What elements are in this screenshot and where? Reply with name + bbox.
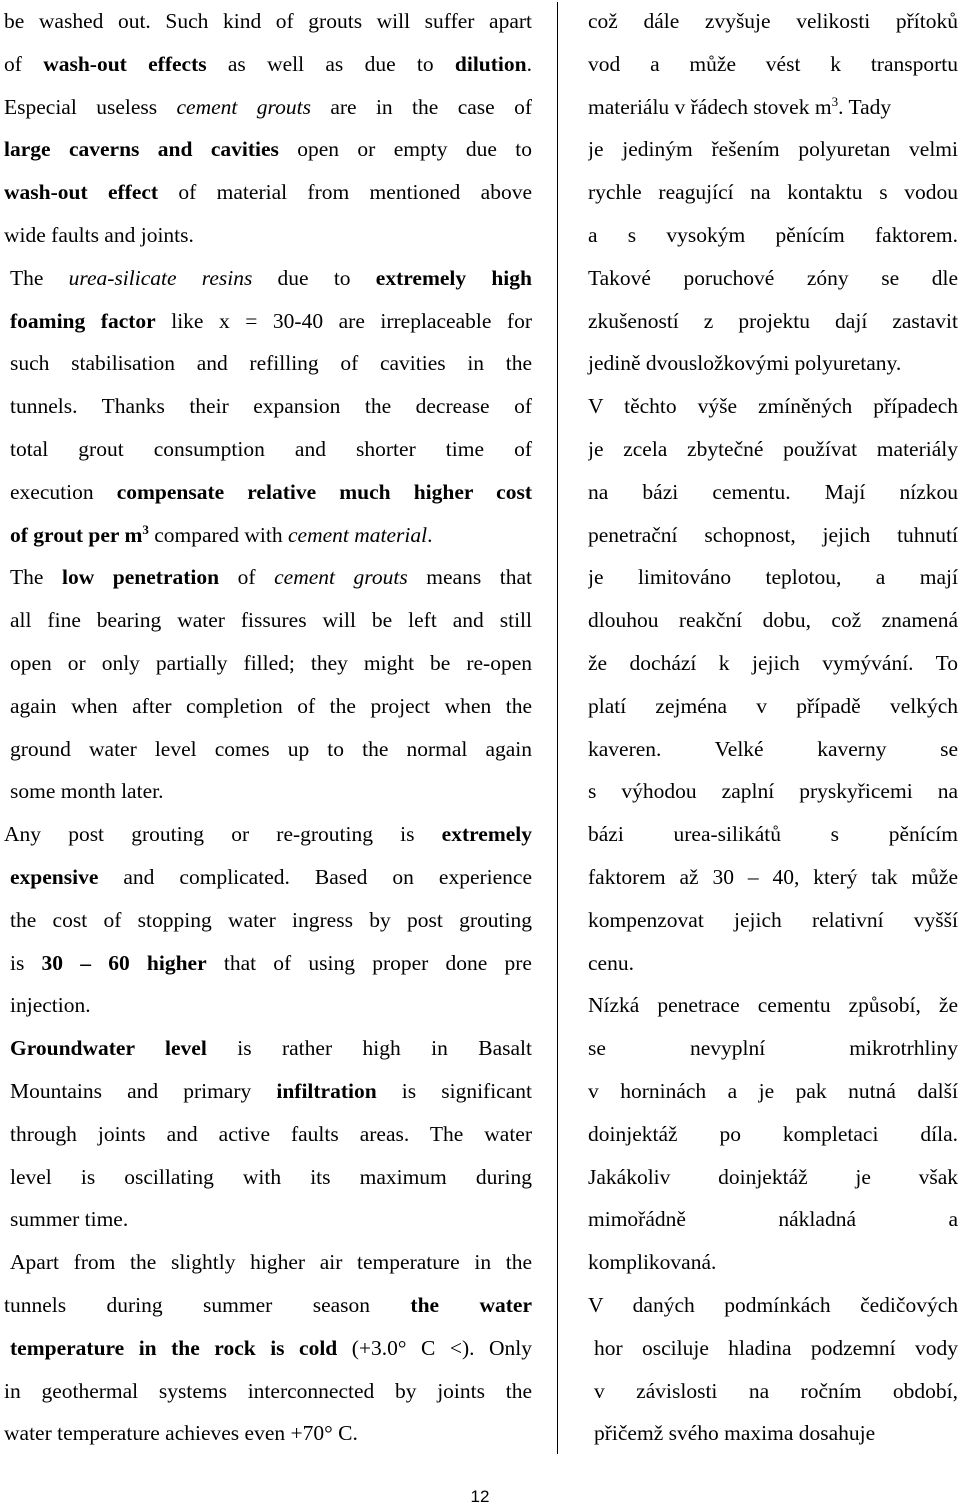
text-line	[4, 342, 532, 385]
text-segment: wash-out effect	[4, 180, 159, 205]
text-segment: 3	[831, 93, 839, 109]
text-segment: due to	[252, 265, 376, 290]
text-line	[588, 428, 958, 471]
text-segment: total grout consumption and shorter time of	[10, 436, 532, 461]
text-line	[4, 1027, 532, 1070]
text-segment: penetrační schopnost, jejich tuhnutí	[588, 522, 958, 547]
text-segment: kompenzovat jejich relativní vyšší	[588, 907, 958, 932]
text-line	[588, 599, 958, 642]
text-line	[588, 813, 958, 856]
text-segment: Nízká penetrace cementu způsobí, že	[588, 993, 958, 1018]
text-segment: (+3.0° C <). Only	[337, 1335, 532, 1360]
text-line	[4, 1370, 532, 1413]
text-segment: jedině dvousložkovými polyuretany.	[588, 351, 902, 376]
text-line	[588, 642, 958, 685]
text-segment: extremely high	[375, 265, 532, 290]
text-segment: hor osciluje hladina podzemní vody	[594, 1335, 958, 1360]
text-line	[4, 1070, 532, 1113]
text-segment: expensive	[10, 864, 99, 889]
right-column-czech	[588, 0, 958, 1455]
text-line	[4, 685, 532, 728]
text-segment: low penetration	[61, 565, 220, 590]
text-segment: means that	[407, 565, 532, 590]
text-segment: extremely	[441, 822, 532, 847]
text-segment: tunnels during summer season	[4, 1292, 411, 1317]
text-segment: execution	[10, 479, 117, 504]
text-segment: v horninách a je pak nutná další	[588, 1078, 958, 1103]
text-segment: doinjektáž po kompletaci díla.	[588, 1121, 958, 1146]
text-segment: a s vysokým pěnícím faktorem.	[588, 222, 958, 247]
text-segment: of	[219, 565, 275, 590]
text-segment: Any post grouting or re-grouting is	[4, 822, 442, 847]
text-segment: infiltration	[276, 1078, 377, 1103]
text-segment: .	[427, 522, 433, 547]
text-line	[588, 984, 958, 1027]
text-segment: dilution	[454, 51, 527, 76]
text-segment: je jediným řešením polyuretan velmi	[588, 137, 958, 162]
text-segment: of	[4, 51, 44, 76]
text-line	[4, 770, 532, 813]
text-line	[4, 813, 532, 856]
text-segment: all fine bearing water fissures will be left and still	[10, 608, 532, 633]
text-segment: cenu.	[588, 950, 634, 975]
text-segment: 3	[142, 521, 149, 537]
text-line	[588, 1284, 958, 1327]
text-segment: platí zejména v případě velkých	[588, 693, 958, 718]
text-segment: dlouhou reakční dobu, což znamená	[588, 608, 958, 633]
text-line	[588, 1412, 958, 1455]
text-segment: materiálu v řádech stovek m	[588, 94, 832, 119]
text-line	[4, 899, 532, 942]
text-segment: The	[10, 265, 69, 290]
text-line	[4, 1198, 532, 1241]
text-segment: summer time.	[10, 1207, 129, 1232]
text-segment: water temperature achieves even +70° C.	[4, 1421, 358, 1446]
text-segment: v závislosti na ročním období,	[594, 1378, 958, 1403]
text-segment: V daných podmínkách čedičových	[588, 1292, 958, 1317]
text-segment: urea-silicate resins	[68, 265, 253, 290]
text-segment: that of using proper done pre	[206, 950, 532, 975]
text-segment: . Tady	[838, 94, 892, 119]
text-segment: cement material	[288, 522, 428, 547]
text-segment: foaming factor	[10, 308, 156, 333]
text-segment: bázi urea-silikátů s pěnícím	[588, 822, 958, 847]
text-line	[588, 1198, 958, 1241]
text-segment: Jakákoliv doinjektáž je však	[588, 1164, 958, 1189]
text-line	[4, 214, 532, 257]
text-segment: zkušeností z projektu dají zastavit	[588, 308, 958, 333]
text-line	[4, 1284, 532, 1327]
text-line	[588, 1370, 958, 1413]
text-segment: is	[10, 950, 42, 975]
text-line	[588, 556, 958, 599]
text-line	[4, 1327, 532, 1370]
text-segment: as well as due to	[206, 51, 455, 76]
text-segment: V těchto výše zmíněných případech	[588, 394, 958, 419]
text-segment: open or empty due to	[278, 137, 532, 162]
text-segment: injection.	[10, 993, 91, 1018]
text-line	[588, 214, 958, 257]
text-line	[588, 1327, 958, 1370]
text-segment: open or only partially filled; they might be re-open	[10, 650, 532, 675]
text-segment: some month later.	[10, 779, 164, 804]
text-segment: Groundwater level	[10, 1036, 207, 1061]
text-line	[4, 471, 532, 514]
text-line	[4, 43, 532, 86]
text-line	[588, 86, 958, 129]
text-line	[588, 1156, 958, 1199]
text-line	[588, 1070, 958, 1113]
text-segment: mimořádně nákladná a	[588, 1207, 958, 1232]
text-segment: přičemž svého maxima dosahuje	[594, 1421, 876, 1446]
text-segment: again when after completion of the project when the	[10, 693, 532, 718]
text-line	[4, 257, 532, 300]
text-segment: je zcela zbytečné používat materiály	[588, 436, 958, 461]
text-line	[4, 642, 532, 685]
text-line	[588, 942, 958, 985]
text-segment: the water	[410, 1292, 532, 1317]
text-line	[4, 856, 532, 899]
text-line	[588, 171, 958, 214]
text-segment: rychle reagující na kontaktu s vodou	[588, 180, 958, 205]
text-line	[4, 984, 532, 1027]
text-line	[588, 300, 958, 343]
text-line	[4, 171, 532, 214]
text-line	[588, 1027, 958, 1070]
text-segment: large caverns and cavities	[4, 137, 279, 162]
text-line	[4, 385, 532, 428]
text-segment: level is oscillating with its maximum during	[10, 1164, 532, 1189]
page-number: 12	[470, 1487, 490, 1506]
text-segment: cement grouts	[274, 565, 408, 590]
text-line	[4, 514, 532, 557]
text-line	[4, 428, 532, 471]
text-segment: na bázi cementu. Mají nízkou	[588, 479, 958, 504]
text-line	[588, 1241, 958, 1284]
text-segment: in geothermal systems interconnected by joints the	[4, 1378, 532, 1403]
text-segment: což dále zvyšuje velikosti přítoků	[588, 9, 958, 33]
text-line	[4, 1156, 532, 1199]
text-segment: tunnels. Thanks their expansion the decrease of	[10, 394, 532, 419]
text-segment: faktorem až 30 – 40, který tak může	[588, 864, 958, 889]
text-segment: cement grouts	[176, 94, 311, 119]
text-segment: compensate relative much higher cost	[116, 479, 532, 504]
text-segment: je limitováno teplotou, a mají	[588, 565, 958, 590]
text-line	[588, 514, 958, 557]
text-line	[4, 1241, 532, 1284]
text-segment: are in the case of	[310, 94, 532, 119]
text-line	[4, 128, 532, 171]
text-line	[588, 728, 958, 771]
text-segment: wash-out effects	[43, 51, 207, 76]
text-segment: že dochází k jejich vymývání. To	[588, 650, 958, 675]
text-segment: such stabilisation and refilling of cavities in the	[10, 351, 532, 376]
text-segment: Takové poruchové zóny se dle	[588, 265, 958, 290]
text-line	[4, 0, 532, 43]
text-segment: is rather high in Basalt	[206, 1036, 532, 1061]
text-line	[4, 728, 532, 771]
text-line	[588, 856, 958, 899]
text-segment: temperature in the rock is cold	[10, 1335, 338, 1360]
text-segment: is significant	[376, 1078, 532, 1103]
text-line	[4, 86, 532, 129]
text-line	[4, 1412, 532, 1455]
text-segment: vod a může vést k transportu	[588, 51, 958, 76]
text-line	[588, 342, 958, 385]
text-segment: and complicated. Based on experience	[98, 864, 532, 889]
text-segment: komplikovaná.	[588, 1250, 717, 1275]
text-line	[4, 1113, 532, 1156]
text-line	[588, 257, 958, 300]
column-divider	[557, 2, 558, 1454]
text-segment: Apart from the slightly higher air temperature in the	[10, 1250, 532, 1275]
left-column-english	[4, 0, 532, 1455]
text-line	[588, 1113, 958, 1156]
text-segment: of material from mentioned above	[158, 180, 532, 205]
text-line	[588, 128, 958, 171]
text-segment: like x = 30-40 are irreplaceable for	[155, 308, 532, 333]
text-segment: The	[10, 565, 62, 590]
text-segment: Especial useless	[4, 94, 177, 119]
text-line	[4, 556, 532, 599]
text-line	[588, 385, 958, 428]
text-line	[588, 0, 958, 43]
text-segment: the cost of stopping water ingress by post grouting	[10, 907, 532, 932]
text-segment: .	[526, 51, 532, 76]
text-segment: s výhodou zaplní pryskyřicemi na	[588, 779, 958, 804]
text-line	[4, 300, 532, 343]
text-line	[588, 770, 958, 813]
text-line	[588, 899, 958, 942]
text-segment: 30 – 60 higher	[41, 950, 207, 975]
text-segment: kaveren. Velké kaverny se	[588, 736, 958, 761]
text-segment: compared with	[148, 522, 288, 547]
text-line	[588, 43, 958, 86]
text-segment: of grout per m	[10, 522, 143, 547]
text-segment: se nevyplní mikrotrhliny	[588, 1036, 958, 1061]
text-line	[588, 471, 958, 514]
text-segment: through joints and active faults areas. The water	[10, 1121, 532, 1146]
text-line	[4, 599, 532, 642]
text-segment: be washed out. Such kind of grouts will suffer apart	[4, 9, 532, 33]
text-segment: Mountains and primary	[10, 1078, 277, 1103]
text-segment: ground water level comes up to the normal again	[10, 736, 532, 761]
text-line	[4, 942, 532, 985]
text-segment: wide faults and joints.	[4, 222, 194, 247]
text-line	[588, 685, 958, 728]
